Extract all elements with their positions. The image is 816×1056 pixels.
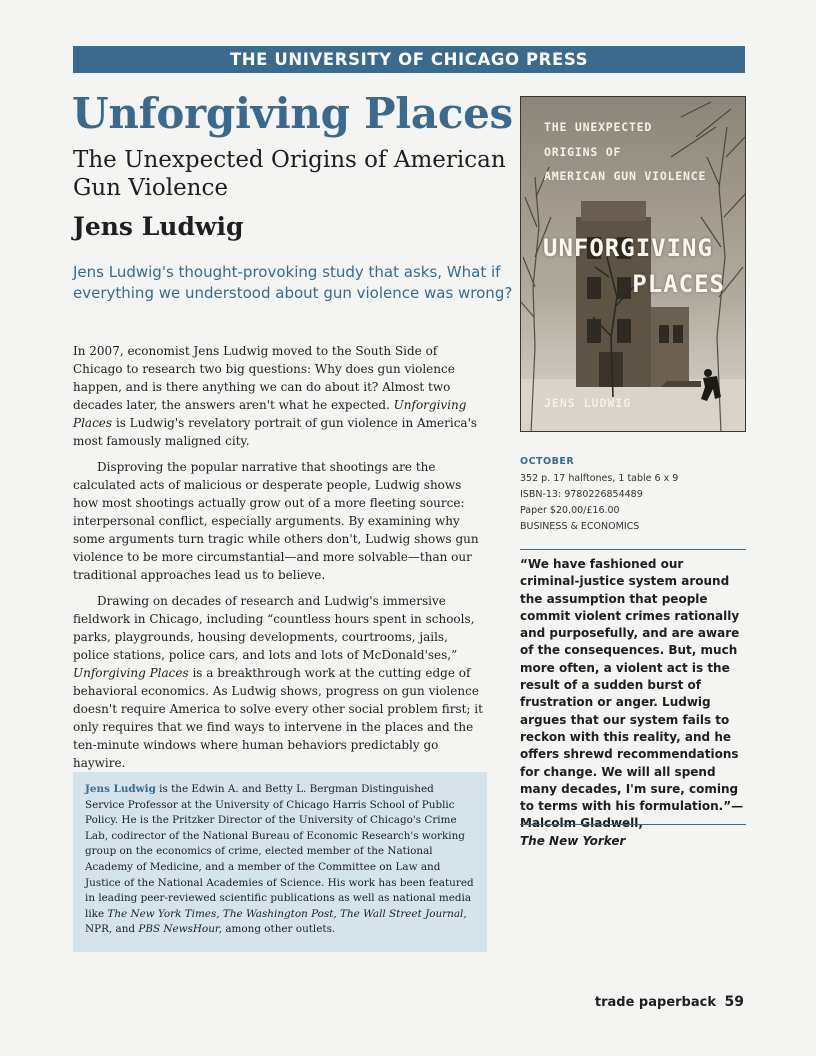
outlet-nyt: The New York Times, [107,907,220,920]
book-cover [520,96,746,432]
pub-specs: 352 p. 17 halftones, 1 table 6 x 9 [520,473,679,484]
cover-kicker: THE UNEXPECTED ORIGINS OF AMERICAN GUN VIOLENCE [544,120,707,183]
page-number: 59 [724,994,744,1010]
pub-category: BUSINESS & ECONOMICS [520,521,640,532]
title-italic: Unforgiving Places [73,666,189,680]
page-footer [595,994,744,1010]
pub-month: OCTOBER [520,456,575,467]
quote-bottom-rule [520,824,746,825]
title-italic: Unforgiving Places [73,398,467,430]
outlet-wapo: The Washington Post, [222,907,337,920]
outlet-wsj: The Wall Street Journal, [340,907,467,920]
outlet-pbs: PBS NewsHour, [138,923,223,936]
description-paragraph-1: In 2007, economist Jens Ludwig moved to the South Side of Chicago to research two big questions: Why does gun violence happen, and is there anything we can do about it? Almost two decades later, the answers aren't what he expected. Unforgiving Places is Ludwig's revelatory portrait of gun violence in America's most famously maligned city. [73,344,478,448]
quote-publication: The New Yorker [520,833,626,848]
book-tagline: Jens Ludwig's thought-provoking study that asks, What if everything we understood about gun violence was wrong? [73,263,513,302]
book-title: Unforgiving Places [72,89,513,138]
cover-title: UNFORGIVING PLACES [543,234,725,298]
book-subtitle: The Unexpected Origins of American Gun Violence [73,147,506,201]
book-author: Jens Ludwig [73,212,244,241]
description-paragraph-3: Drawing on decades of research and Ludwig's immersive fieldwork in Chicago, including “countless hours spent in schools, parks, playgrounds, housing developments, courtrooms, jails, police stations, police cars, and lots and lots of McDonald'ses,” Unforgiving Places is a breakthrough work at the cutting edge of behavioral economics. As Ludwig shows, progress on gun violence doesn't require America to solve every other social problem first; it only requires that we find ways to intervene in the places and the ten-minute windows where human behaviors predictably go haywire. [73,594,483,770]
author-bio-box: Jens Ludwig is the Edwin A. and Betty L. Bergman Distinguished Service Professor at the University of Chicago Harris School of Public Policy. He is the Pritzker Director of the University of Chicago's Crime Lab, codirector of the National Bureau of Economic Research's working group on the economics of crime, elected member of the National Academy of Medicine, and a member of the Committee on Law and Justice of the National Academies of Science. His work has been featured in leading peer-reviewed scientific publications as well as national media like The New York Times, The Washington Post, The Wall Street Journal, NPR, and PBS NewsHour, among other outlets. [73,772,487,952]
publisher-banner: THE UNIVERSITY OF CHICAGO PRESS [73,46,745,73]
bio-author-name: Jens Ludwig [85,783,156,795]
pub-isbn: ISBN-13: 9780226854489 [520,489,643,500]
quote-top-rule [520,549,746,550]
cover-author: JENS LUDWIG [544,396,632,410]
description-paragraph-2: Disproving the popular narrative that shootings are the calculated acts of malicious or desperate people, Ludwig shows how most shootings actually grow out of a more fleeting source: interpersonal conflict, especially arguments. By examining why some arguments turn tragic while others don't, Ludwig shows gun violence to be more circumstantial—and more solvable—than our traditional approaches lead us to believe. [73,460,479,582]
publication-info [520,455,746,535]
endorsement-quote: “We have fashioned our criminal-justice system around the assumption that people commit violent crimes rationally and purposefully, and are aware of the consequences. But, much more often, a violent act is the result of a sudden burst of frustration or anger. Ludwig argues that our system fails to reckon with this reality, and he offers shrewd recommendations for change. We will all spend many decades, I'm sure, coming to terms with his formulation.”—Malcolm Gladwell, The New Yorker [520,557,744,848]
footer-label: trade paperback [594,995,716,1010]
pub-price: Paper $20.00/£16.00 [520,505,620,516]
book-description [73,342,487,780]
